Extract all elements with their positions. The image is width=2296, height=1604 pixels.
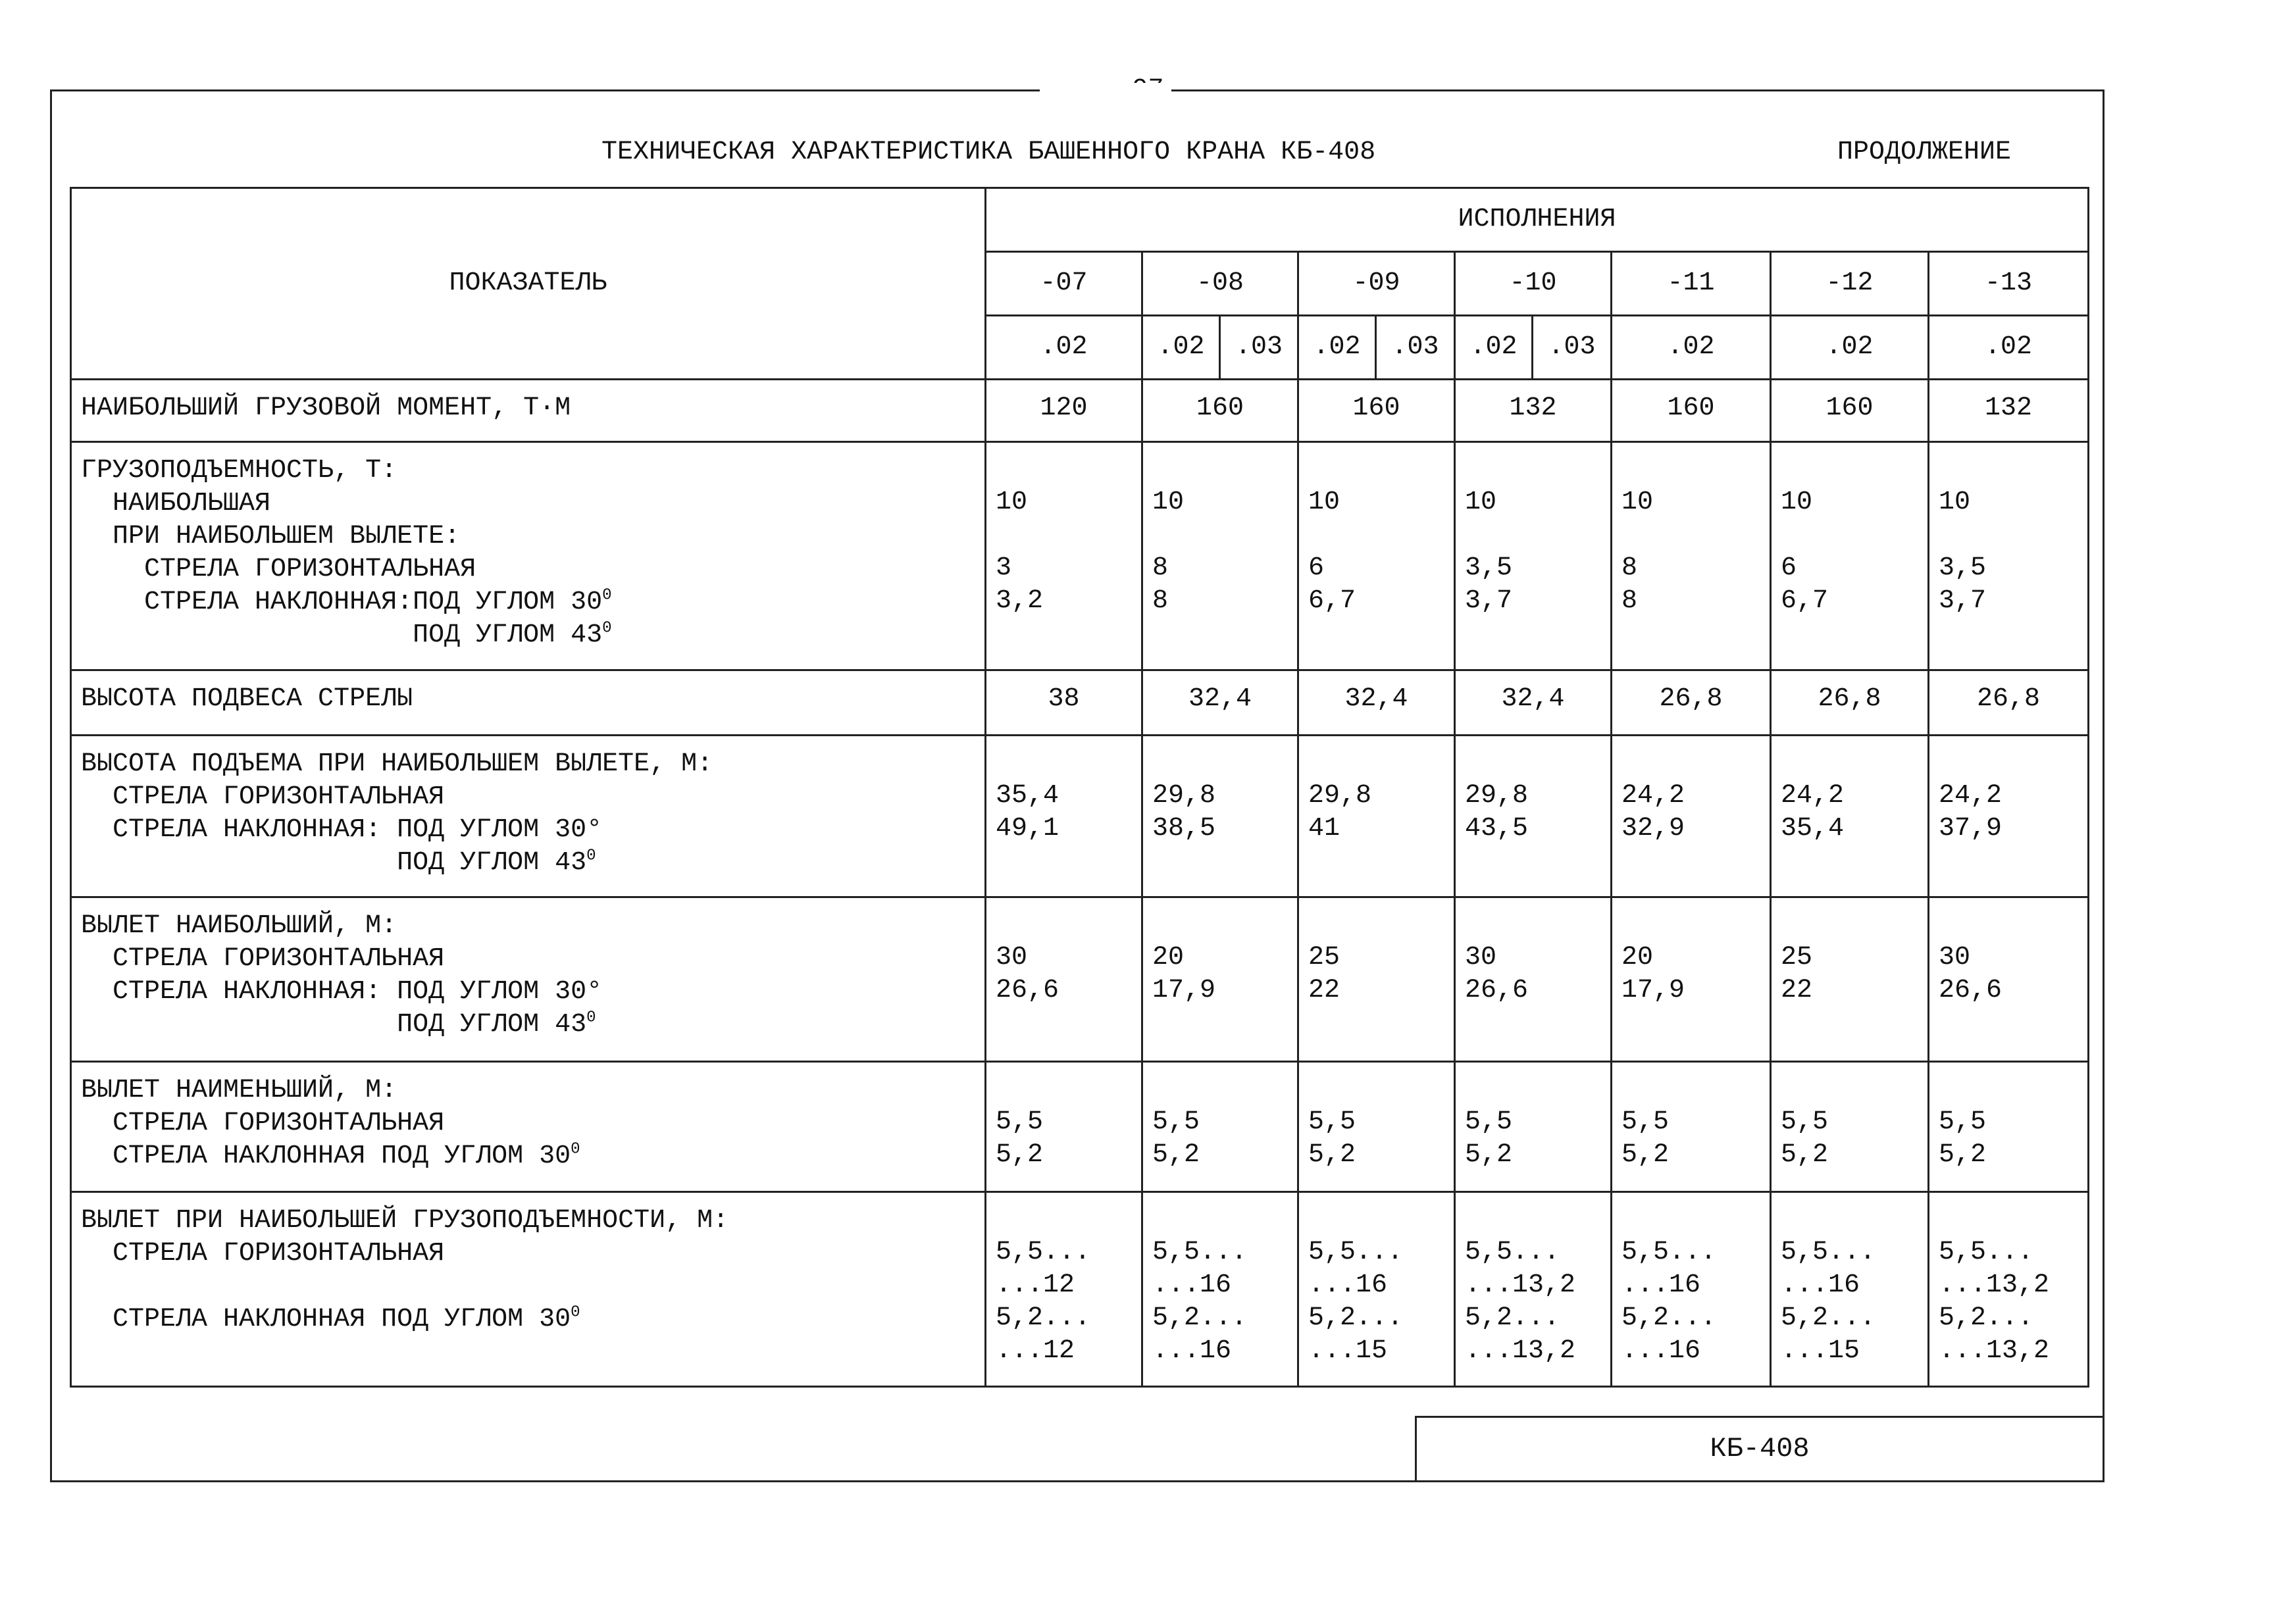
cell-value: 29,8 41 [1298, 736, 1455, 897]
cell-value: 5,5... ...16 5,2... ...16 [1142, 1192, 1298, 1387]
spec-table [70, 187, 2089, 1388]
table-row [71, 670, 2089, 736]
cell-value: 160 [1298, 380, 1455, 442]
cell-value: 30 26,6 [1929, 897, 2089, 1062]
table-row [71, 380, 2089, 442]
subversion-header: .02 [1455, 316, 1533, 380]
degree-mark: 0 [586, 847, 596, 865]
row-label-lift-height: ВЫСОТА ПОДЪЕМА ПРИ НАИБОЛЬШЕМ ВЫЛЕТЕ, М: СТРЕЛА ГОРИЗОНТАЛЬНАЯ СТРЕЛА НАКЛОННАЯ: ПОД УГЛОМ 30° ПОД УГЛОМ $43^0$ [71, 736, 986, 897]
table-row [71, 736, 2089, 897]
cell-value: 5,5... ...12 5,2... ...12 [986, 1192, 1142, 1387]
cell-value: 29,8 43,5 [1455, 736, 1612, 897]
title-block-label: КБ-408 [1710, 1433, 1810, 1465]
version-header: -10 [1455, 252, 1612, 316]
version-header: -07 [986, 252, 1142, 316]
cell-value: 25 22 [1298, 897, 1455, 1062]
version-header: -13 [1929, 252, 2089, 316]
continued-label: ПРОДОЛЖЕНИЕ [1837, 138, 2012, 167]
cell-value: 160 [1771, 380, 1929, 442]
row-label-min-reach: ВЫЛЕТ НАИМЕНЬШИЙ, М: СТРЕЛА ГОРИЗОНТАЛЬНАЯ СТРЕЛА НАКЛОННАЯ ПОД УГЛОМ $30^0$ [71, 1062, 986, 1192]
cell-value: 32,4 [1455, 670, 1612, 736]
cell-value: 5,5... ...16 5,2... ...16 [1612, 1192, 1771, 1387]
version-header: -08 [1142, 252, 1298, 316]
cell-value: 5,5 5,2 [986, 1062, 1142, 1192]
subversion-header: .02 [986, 316, 1142, 380]
row-label-reach-max-capacity: ВЫЛЕТ ПРИ НАИБОЛЬШЕЙ ГРУЗОПОДЪЕМНОСТИ, М: СТРЕЛА ГОРИЗОНТАЛЬНАЯ СТРЕЛА НАКЛОННАЯ ПОД УГЛОМ $30^0$ [71, 1192, 986, 1387]
cell-value: 24,2 35,4 [1771, 736, 1929, 897]
cell-value: 5,5... ...16 5,2... ...15 [1298, 1192, 1455, 1387]
document-title: ТЕХНИЧЕСКАЯ ХАРАКТЕРИСТИКА БАШЕННОГО КРАНА КБ-408 [601, 138, 1376, 167]
cell-value: 160 [1612, 380, 1771, 442]
degree-mark: 0 [571, 1303, 580, 1322]
cell-value: 24,2 37,9 [1929, 736, 2089, 897]
cell-value: 5,5 5,2 [1455, 1062, 1612, 1192]
cell-value: 10 3,5 3,7 [1455, 442, 1612, 670]
row-label-moment: НАИБОЛЬШИЙ ГРУЗОВОЙ МОМЕНТ, Т·М [71, 380, 986, 442]
cell-value: 38 [986, 670, 1142, 736]
cell-value: 20 17,9 [1142, 897, 1298, 1062]
subversion-header: .02 [1142, 316, 1220, 380]
degree-mark: 0 [586, 1009, 596, 1027]
cell-value: 29,8 38,5 [1142, 736, 1298, 897]
degree-mark: 0 [602, 619, 612, 638]
row-label-max-reach: ВЫЛЕТ НАИБОЛЬШИЙ, М: СТРЕЛА ГОРИЗОНТАЛЬНАЯ СТРЕЛА НАКЛОННАЯ: ПОД УГЛОМ 30° ПОД УГЛОМ $43^0$ [71, 897, 986, 1062]
cell-value: 10 6 6,7 [1771, 442, 1929, 670]
cell-value: 5,5 5,2 [1929, 1062, 2089, 1192]
cell-value: 5,5... ...13,2 5,2... ...13,2 [1929, 1192, 2089, 1387]
cell-value: 30 26,6 [1455, 897, 1612, 1062]
subversion-header: .03 [1376, 316, 1455, 380]
cell-value: 5,5 5,2 [1771, 1062, 1929, 1192]
subversion-header: .02 [1612, 316, 1771, 380]
versions-header: ИСПОЛНЕНИЯ [986, 188, 2089, 252]
cell-value: 5,5 5,2 [1298, 1062, 1455, 1192]
cell-value: 160 [1142, 380, 1298, 442]
subversion-header: .02 [1929, 316, 2089, 380]
cell-value: 132 [1455, 380, 1612, 442]
degree-mark: 0 [602, 586, 612, 605]
cell-value: 5,5 5,2 [1612, 1062, 1771, 1192]
cell-value: 10 6 6,7 [1298, 442, 1455, 670]
cell-value: 26,8 [1771, 670, 1929, 736]
cell-value: 10 8 8 [1142, 442, 1298, 670]
version-header: -12 [1771, 252, 1929, 316]
table-row [71, 1062, 2089, 1192]
subversion-header: .03 [1220, 316, 1298, 380]
row-label-capacity: ГРУЗОПОДЪЕМНОСТЬ, Т: НАИБОЛЬШАЯ ПРИ НАИБОЛЬШЕМ ВЫЛЕТЕ: СТРЕЛА ГОРИЗОНТАЛЬНАЯ СТРЕЛА НАКЛОННАЯ:ПОД УГЛОМ $30^0$ ПОД УГЛОМ $43^0$ [71, 442, 986, 670]
cell-value: 5,5 5,2 [1142, 1062, 1298, 1192]
row-label-jib-height: ВЫСОТА ПОДВЕСА СТРЕЛЫ [71, 670, 986, 736]
cell-value: 32,4 [1142, 670, 1298, 736]
version-header: -11 [1612, 252, 1771, 316]
cell-value: 10 8 8 [1612, 442, 1771, 670]
cell-value: 10 3 3,2 [986, 442, 1142, 670]
cell-value: 24,2 32,9 [1612, 736, 1771, 897]
cell-value: 32,4 [1298, 670, 1455, 736]
table-row [71, 442, 2089, 670]
cell-value: 20 17,9 [1612, 897, 1771, 1062]
cell-value: 120 [986, 380, 1142, 442]
table-row [71, 897, 2089, 1062]
cell-value: 5,5... ...16 5,2... ...15 [1771, 1192, 1929, 1387]
cell-value: 5,5... ...13,2 5,2... ...13,2 [1455, 1192, 1612, 1387]
subversion-header: .03 [1533, 316, 1612, 380]
param-header: ПОКАЗАТЕЛЬ [71, 188, 986, 380]
cell-value: 35,4 49,1 [986, 736, 1142, 897]
cell-value: 132 [1929, 380, 2089, 442]
cell-value: 10 3,5 3,7 [1929, 442, 2089, 670]
cell-value: 26,8 [1929, 670, 2089, 736]
version-header: -09 [1298, 252, 1455, 316]
frame-gap [1040, 83, 1171, 97]
subversion-header: .02 [1298, 316, 1376, 380]
subversion-header: .02 [1771, 316, 1929, 380]
cell-value: 30 26,6 [986, 897, 1142, 1062]
degree-mark: 0 [571, 1140, 580, 1159]
cell-value: 25 22 [1771, 897, 1929, 1062]
table-row [71, 1192, 2089, 1387]
cell-value: 26,8 [1612, 670, 1771, 736]
